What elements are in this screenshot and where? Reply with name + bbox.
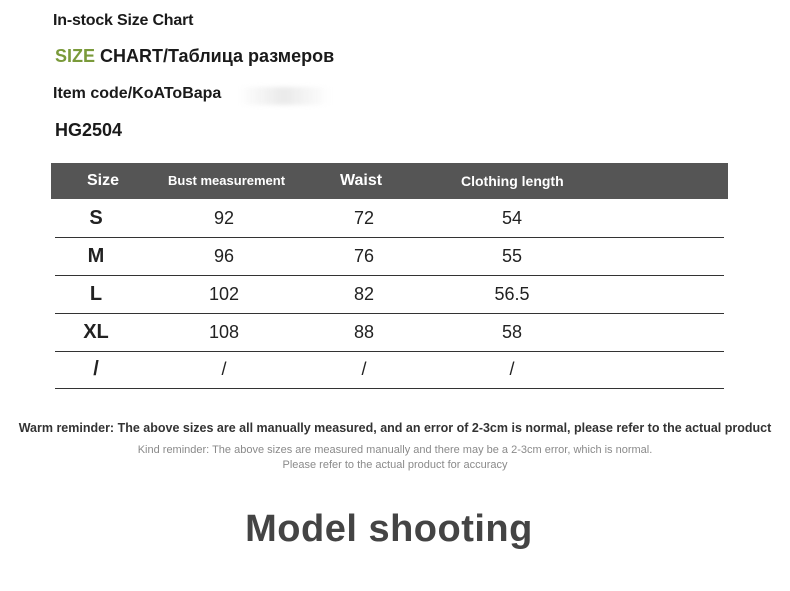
row-bust: 92 [213,208,235,228]
header-size: Size [87,172,120,189]
row-size: S [89,207,103,229]
table-row [55,351,724,389]
row-waist: 76 [353,246,375,266]
row-length: / [509,359,515,379]
row-length: 58 [501,322,523,342]
size-chart-accent: SIZE [55,46,96,66]
table-row [55,200,724,238]
item-code-label: Item code/KoAToBapa [53,85,222,102]
header-length: Clothing length [461,173,564,189]
size-table-header [51,163,728,199]
table-row [55,276,724,314]
row-bust: 108 [208,322,240,342]
row-waist: 88 [353,322,375,342]
item-code-value: HG2504 [55,120,123,140]
row-bust: 102 [208,284,240,304]
row-waist: 82 [353,284,375,304]
row-size: L [89,283,103,305]
row-bust: 96 [213,246,235,266]
row-length: 54 [501,208,523,228]
kind-reminder-line-2: Please refer to the actual product for accuracy [282,459,508,471]
header-waist: Waist [340,172,383,189]
row-waist: 72 [353,208,375,228]
row-waist: / [361,359,367,379]
row-size: M [87,245,105,267]
size-chart-heading [55,46,334,67]
blurred-watermark [238,87,330,105]
header-bust: Bust measurement [168,173,286,188]
warm-reminder: Warm reminder: The above sizes are all manually measured, and an error of 2-3cm is normal, please refer to the actual product [18,421,772,435]
table-row [55,238,724,276]
kind-reminder-line-1: Kind reminder: The above sizes are measured manually and there may be a 2-3cm error, which is normal. [137,444,653,456]
size-chart-rest: CHART/Таблица размеров [95,46,335,66]
row-bust: / [221,359,227,379]
row-size: / [93,358,99,380]
row-size: XL [83,321,109,343]
chart-top-title: In-stock Size Chart [53,12,194,29]
row-length: 55 [501,246,523,266]
model-shooting-title: Model shooting [245,508,533,550]
table-row [55,314,724,352]
row-length: 56.5 [494,284,530,304]
